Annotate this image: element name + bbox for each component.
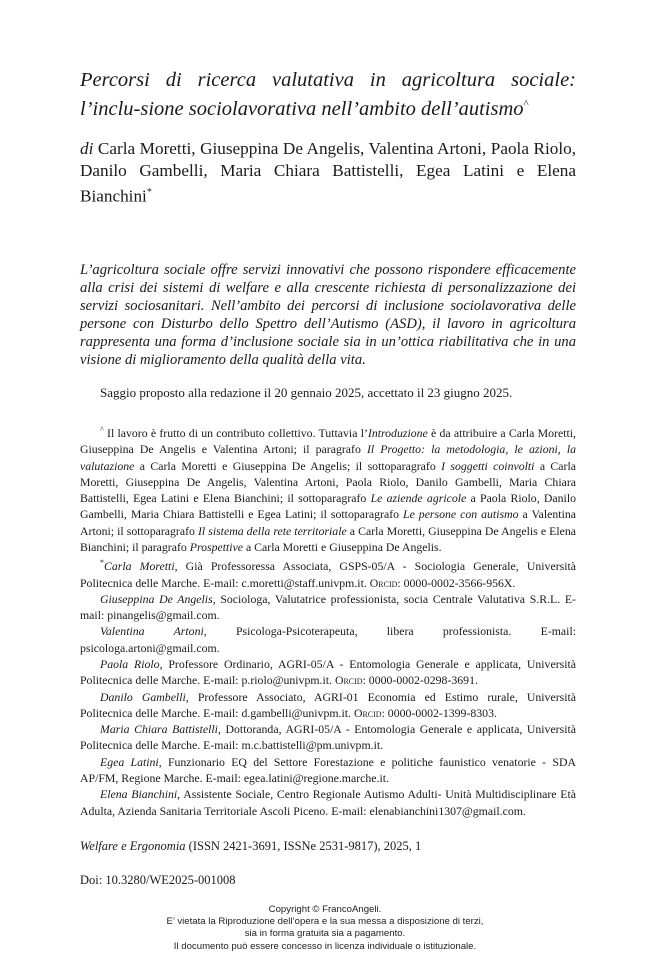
affiliation-moretti [80,555,576,591]
copyright-line: sia in forma gratuita sia a pagamento. [244,928,406,940]
affiliation-battistelli [80,721,576,754]
note-text: a Carla Moretti e Giuseppina De Angelis. [243,540,442,554]
affiliation-bianchini [80,786,576,819]
affiliation-desc: , Psicologa-Psicoterapeuta, libera professionista. E-mail: psicologa.artoni@gmail.com. [80,624,576,655]
author-names: Carla Moretti, Giuseppina De Angelis, Valentina Artoni, Paola Riolo, Danilo Gambelli, Maria Chiara Battistelli, Egea Latini e Elena Bianchini [80,139,576,206]
note-text: a Paola Riolo, Danilo Gambelli, Maria Chiara Battistelli e Egea Latini; il sottoparagrafo [80,491,577,522]
author-footnote-mark: * [146,187,152,198]
orcid-id: : 0000-0002-3566-956X. [397,575,516,590]
copyright-notice [0,904,650,953]
affiliation-name: Paola Riolo [100,657,160,671]
contribution-note-mark: ^ [100,425,104,434]
note-section-name: Il Progetto: la metodologia, le azioni, la valutazione [80,442,576,473]
orcid-label: Orcid [353,705,382,720]
note-text: a Carla Moretti, Giuseppina De Angelis e Elena Bianchini; il paragrafo [80,523,576,554]
orcid-id: : 0000-0002-1399-8303. [381,705,497,720]
note-section-name: Le persone con autismo [403,507,519,522]
article-title [80,68,576,121]
note-section-name: I soggetti coinvolti [441,458,535,473]
affiliation-desc: , Funzionario EQ del Settore Forestazione e politiche faunistico venatorie - SDA AP/FM, Regione Marche. E-mail: egea.latini@regione.marche.it. [80,754,576,786]
orcid-id: : 0000-0002-0298-3691. [362,673,478,688]
author-list [80,138,576,208]
footnotes [80,422,576,819]
affiliation-artoni [80,623,576,656]
doi: Doi: 10.3280/WE2025-001008 [80,873,236,887]
affiliation-mark: * [100,558,104,568]
submission-dates: Saggio proposto alla redazione il 20 gennaio 2025, accettato il 23 giugno 2025. [100,385,513,400]
affiliation-desc: , Già Professoressa Associata, GSPS-05/A - Sociologia Generale, Università Politecnica delle Marche. E-mail: c.moretti@staff.univpm.it. [80,559,576,590]
affiliation-riolo [80,656,576,689]
affiliation-name: Egea Latini [100,754,159,769]
affiliation-desc: , Professore Ordinario, AGRI-05/A - Entomologia Generale e applicata, Università Politecnica delle Marche. E-mail: p.riolo@univpm.it. [80,657,577,688]
note-text: a Carla Moretti e Giuseppina De Angelis; il sottoparagrafo [134,458,442,473]
affiliation-name: Giuseppina De Angelis [100,591,213,606]
note-section-name: Prospettive [189,540,244,554]
affiliation-latini [80,754,576,787]
affiliation-desc: , Assistente Sociale, Centro Regionale Autismo Adulti- Unità Multidisciplinare Età Adulta, Azienda Sanitaria Territoriale Ascoli Piceno. E-mail: elenabianchini1307@gmail.com. [80,787,576,818]
journal-details: (ISSN 2421-3691, ISSNe 2531-9817), 2025, 1 [185,839,422,853]
author-prefix: di [80,139,94,158]
note-text: a Carla Moretti, Giuseppina De Angelis, Valentina Artoni, Paola Riolo, Danilo Gambelli, Maria Chiara Battistelli, Egea Latini e Elena Bianchini; il sottoparagrafo [80,458,576,506]
journal-citation [80,838,576,855]
affiliation-name: Danilo Gambelli [100,689,186,704]
note-section-name: Il sistema della rete territoriale [197,523,347,538]
affiliation-desc: , Dottoranda, AGRI-05/A - Entomologia Generale e applicata, Università Politecnica delle Marche. E-mail: m.c.battistelli@pm.univpm.it. [80,722,576,753]
note-text: a Valentina Artoni; il sottoparagrafo [80,507,576,538]
copyright-line: E’ vietata la Riproduzione dell’opera e la sua messa a disposizione di terzi, [166,916,484,928]
title-text: Percorsi di ricerca valutativa in agricoltura sociale: l’inclu-sione sociolavorativa nell’ambito dell’autismo [80,69,576,120]
affiliation-name: Carla Moretti [104,559,175,574]
note-section-name: Le aziende agricole [370,491,467,506]
journal-name: Welfare e Ergonomia [80,839,186,853]
copyright-line: Copyright © FrancoAngeli. [268,904,382,915]
title-footnote-mark: ^ [523,98,529,110]
affiliation-name: Elena Bianchini [100,787,178,802]
affiliation-de-angelis [80,591,576,624]
affiliation-name: Valentina Artoni [100,624,204,639]
affiliation-gambelli [80,689,576,722]
orcid-label: Orcid [334,673,363,688]
contribution-note [80,422,576,555]
affiliation-desc: , Professore Associato, AGRI-01 Economia ed Estimo rurale, Università Politecnica delle Marche. E-mail: d.gambelli@univpm.it. [80,689,577,720]
affiliation-desc: , Sociologa, Valutatrice professionista, socia Centrale Valutativa S.R.L. E-mail: pinangelis@gmail.com. [80,591,576,623]
orcid-label: Orcid [369,575,398,590]
note-text: è da attribuire a Carla Moretti, Giuseppina De Angelis e Valentina Artoni; il paragrafo [80,425,576,457]
note-section-name: Introduzione [367,425,428,440]
note-text: Il lavoro è frutto di un contributo collettivo. Tuttavia l’ [103,425,368,440]
abstract: L’agricoltura sociale offre servizi innovativi che possono rispondere efficacemente alla crisi dei sistemi di welfare e alla crescente richiesta di personalizzazione dei servizi sociosanitari. Nell’ambito dei percorsi di inclusione sociolavorativa delle persone con Disturbo dello Spettro dell’Autismo (ASD), il lavoro in agricoltura rappresenta una forma d’inclusione sociale sia in un’ottica riabilitativa che in una visione di miglioramento della qualità della vita. [80,262,576,368]
copyright-line: Il documento può essere concesso in licenza individuale o istituzionale. [173,940,477,952]
affiliation-name: Maria Chiara Battistelli [100,722,218,737]
